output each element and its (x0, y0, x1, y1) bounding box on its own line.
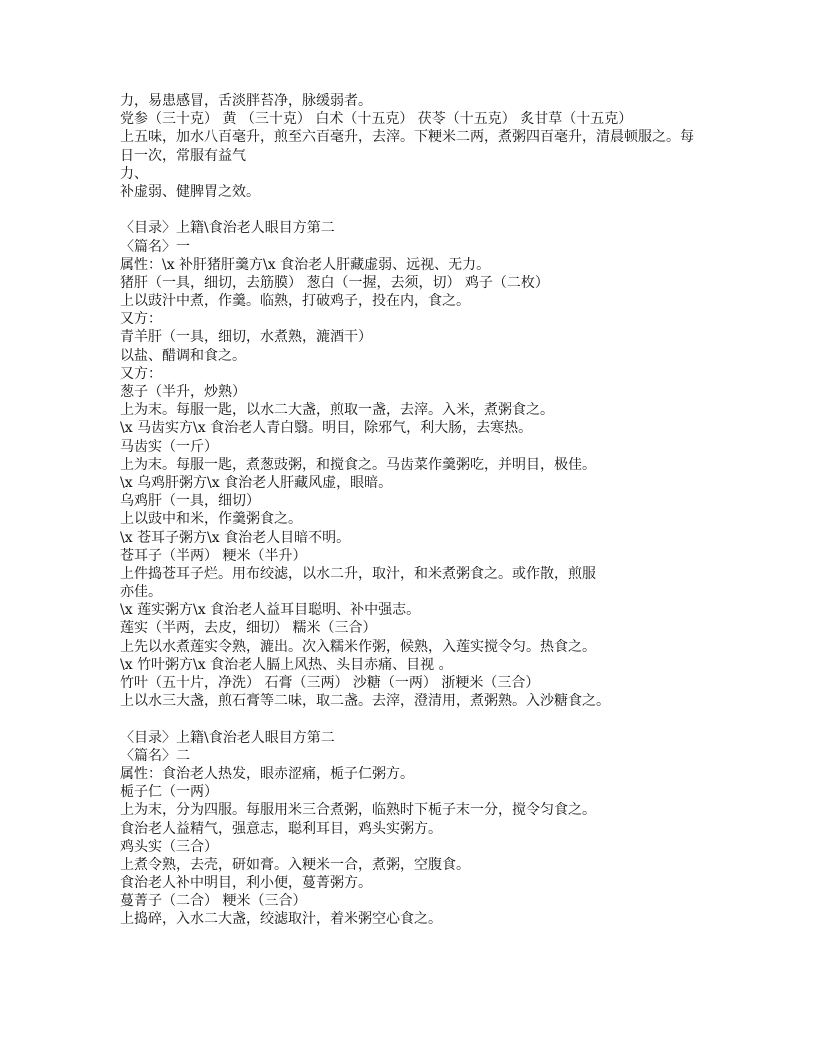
text-line: 属性：食治老人热发，眼赤涩痛，栀子仁粥方。 (120, 765, 414, 782)
text-line: 亦佳。 (120, 584, 162, 601)
text-line: 上煮令熟，去壳，研如膏。入粳米一合，煮粥，空腹食。 (120, 856, 470, 873)
text-line: 补虚弱、健脾胃之效。 (120, 183, 260, 200)
text-line: 上为末，分为四服。每服用米三合煮粥，临熟时下栀子末一分，搅令匀食之。 (120, 802, 596, 819)
text-line: 又方： (120, 365, 162, 382)
blank-line (120, 201, 694, 219)
text-line: 上捣碎，入水二大盏，绞滤取汁，着米粥空心食之。 (120, 911, 442, 928)
text-line: 上以水三大盏，煎石膏等二味，取二盏。去滓，澄清用，煮粥熟。入沙糖食之。 (120, 693, 610, 710)
text-line: \x 竹叶粥方\x 食治老人膈上风热、头目赤痛、目视 。 (120, 656, 453, 673)
text-line: 党参（三十克） 黄 （三十克） 白术（十五克） 茯苓（十五克） 炙甘草（十五克） (120, 111, 633, 128)
text-line: 蔓菁子（二合） 粳米（三合） (120, 893, 307, 910)
text-line: 属性：\x 补肝猪肝羹方\x 食治老人肝藏虚弱、远视、无力。 (120, 256, 491, 273)
document-page (120, 92, 694, 929)
text-line: 马齿实（一斤） (120, 438, 218, 455)
text-line: 力，易患感冒，舌淡胖苔净，脉缓弱者。 (120, 93, 372, 109)
text-line: 〈篇名〉二 (120, 747, 190, 764)
blank-line (120, 710, 694, 728)
text-line: 竹叶（五十片，净洗） 石膏（三两） 沙糖（一两） 浙粳米（三合） (120, 675, 540, 691)
text-line: 力、 (120, 165, 148, 182)
text-line: 葱子（半升，炒熟） (120, 384, 246, 400)
text-line: \x 乌鸡肝粥方\x 食治老人肝藏风虚，眼暗。 (120, 474, 393, 491)
text-line: 〈篇名〉一 (120, 238, 190, 255)
text-line: \x 马齿实方\x 食治老人青白翳。明目，除邪气，利大肠，去寒热。 (120, 420, 533, 437)
text-line: 栀子仁（一两） (120, 784, 218, 801)
text-line: \x 苍耳子粥方\x 食治老人目暗不明。 (120, 529, 351, 546)
text-line: 上以豉汁中煮，作羹。临熟，打破鸡子，投在内，食之。 (120, 293, 470, 310)
text-line: 上五味，加水八百毫升，煎至六百毫升，去滓。下粳米二两，煮粥四百毫升，清晨顿服之。每 (120, 129, 694, 146)
text-line: 〈目录〉上籍\食治老人眼目方第二 (120, 729, 335, 746)
text-line: 苍耳子（半两） 粳米（半升） (120, 547, 307, 564)
section-chapter-2-part-1 (120, 219, 694, 710)
text-line: 日一次，常服有益气 (120, 147, 246, 164)
text-line: 鸡头实（三合） (120, 838, 218, 855)
text-line: 青羊肝（一具，细切，水煮熟，漉酒干） (120, 329, 372, 346)
text-line: 〈目录〉上籍\食治老人眼目方第二 (120, 220, 335, 237)
text-line: 又方： (120, 311, 162, 328)
text-line: 上以豉中和米，作羹粥食之。 (120, 511, 302, 528)
text-line: 乌鸡肝（一具，细切） (120, 493, 260, 510)
text-line: 以盐、醋调和食之。 (120, 347, 246, 364)
text-line: 食治老人益精气，强意志，聪利耳目，鸡头实粥方。 (120, 820, 442, 837)
text-line: 上先以水煮莲实令熟，漉出。次入糯米作粥，候熟，入莲实搅令匀。热食之。 (120, 638, 596, 655)
text-line: 猪肝（一具，细切，去筋膜） 葱白（一握，去须，切） 鸡子（二枚） (120, 274, 549, 291)
text-line: 食治老人补中明目，利小便，蔓菁粥方。 (120, 875, 372, 892)
section-chapter-2-part-2 (120, 729, 694, 929)
text-line: \x 莲实粥方\x 食治老人益耳目聪明、补中强志。 (120, 602, 421, 619)
text-line: 上为末。每服一匙，煮葱豉粥，和搅食之。马齿菜作羹粥吃，并明目，极佳。 (120, 456, 596, 473)
text-line: 上件捣苍耳子烂。用布绞滤，以水二升，取汁，和米煮粥食之。或作散，煎服 (120, 565, 596, 582)
text-line: 上为末。每服一匙，以水二大盏，煎取一盏，去滓。入米，煮粥食之。 (120, 402, 554, 419)
text-line: 莲实（半两，去皮，细切） 糯米（三合） (120, 620, 377, 637)
section-continuation (120, 92, 694, 201)
